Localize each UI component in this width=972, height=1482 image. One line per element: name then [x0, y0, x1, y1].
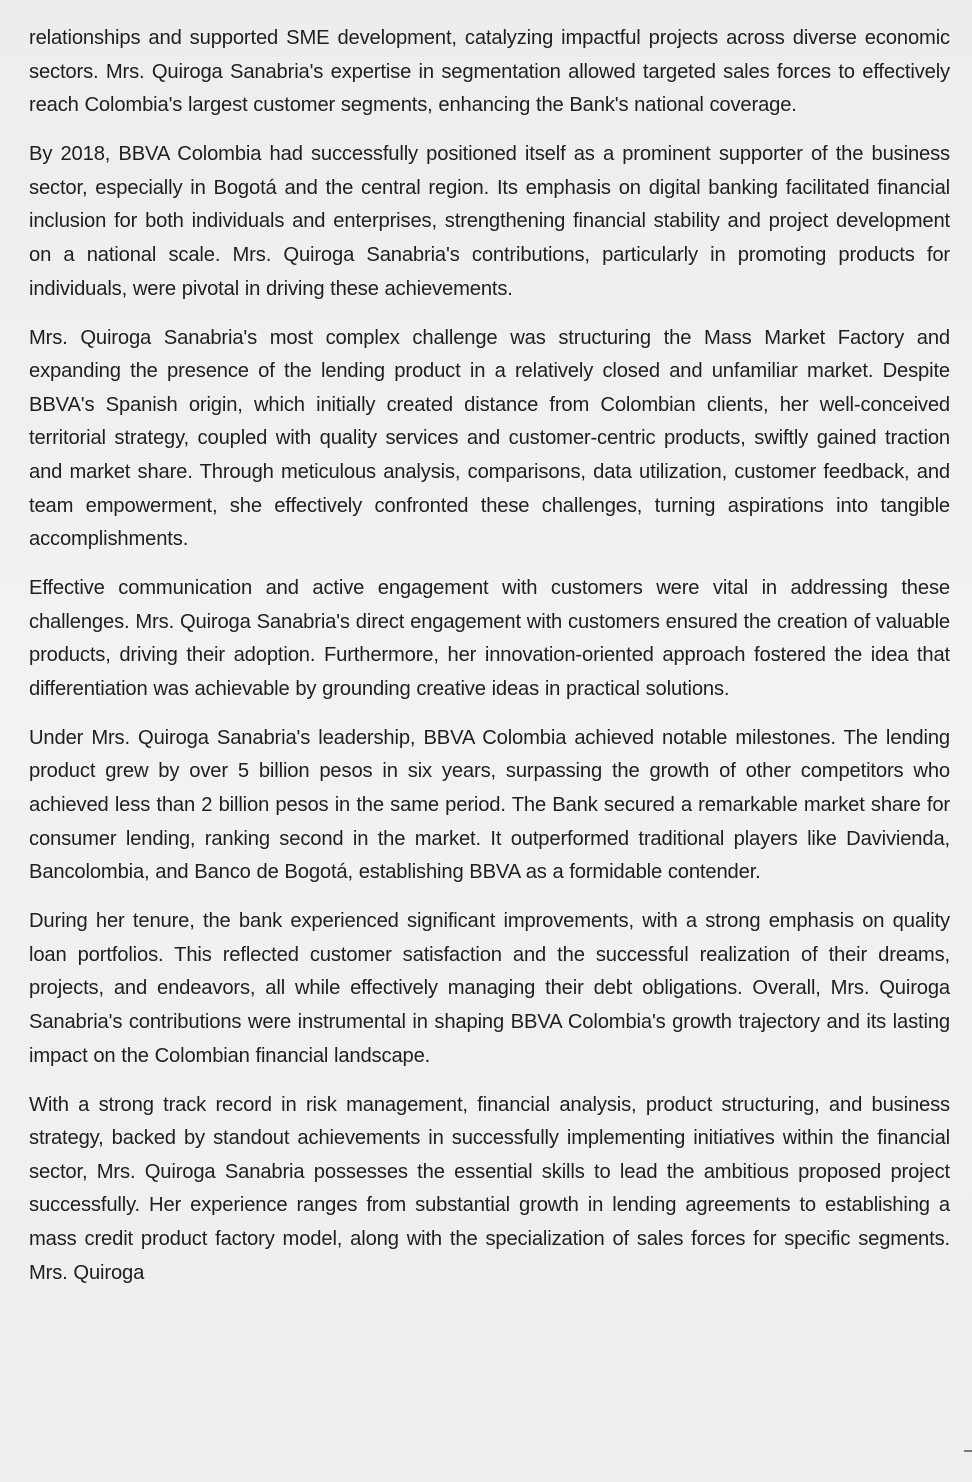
- document-page: [29, 22, 950, 1290]
- paragraph-1: relationships and supported SME development, catalyzing impactful projects across diverse economic sectors. Mrs. Quiroga Sanabria's expertise in segmentation allowed targeted sales forces to effectively reach Colombia's largest customer segments, enhancing the Bank's national coverage.: [29, 27, 950, 117]
- paragraph-2: By 2018, BBVA Colombia had successfully positioned itself as a prominent supporter of the business sector, especially in Bogotá and the central region. Its emphasis on digital banking facilitated financial inclusion for both individuals and enterprises, strengthening financial stability and project development on a national scale. Mrs. Quiroga Sanabria's contributions, particularly in promoting products for individuals, were pivotal in driving these achievements.: [29, 143, 950, 300]
- paragraph-7: With a strong track record in risk management, financial analysis, product structuring, and business strategy, backed by standout achievements in successfully implementing initiatives within the financial sector, Mrs. Quiroga Sanabria possesses the essential skills to lead the ambitious proposed project successfully. Her experience ranges from substantial growth in lending agreements to establishing a mass credit product factory model, along with the specialization of sales forces for specific segments. Mrs. Quiroga: [29, 1093, 950, 1284]
- paragraph-3: Mrs. Quiroga Sanabria's most complex challenge was structuring the Mass Market Factory and expanding the presence of the lending product in a relatively closed and unfamiliar market. Despite BBVA's Spanish origin, which initially created distance from Colombian clients, her well-conceived territorial strategy, coupled with quality services and customer-centric products, swiftly gained traction and market share. Through meticulous analysis, comparisons, data utilization, customer feedback, and team empowerment, she effectively confronted these challenges, turning aspirations into tangible accomplishments.: [29, 326, 950, 551]
- paragraph-5: Under Mrs. Quiroga Sanabria's leadership, BBVA Colombia achieved notable milestones. The lending product grew by over 5 billion pesos in six years, surpassing the growth of other competitors who achieved less than 2 billion pesos in the same period. The Bank secured a remarkable market share for consumer lending, ranking second in the market. It outperformed traditional players like Davivienda, Bancolombia, and Banco de Bogotá, establishing BBVA as a formidable contender.: [29, 726, 950, 884]
- paragraph-6: During her tenure, the bank experienced significant improvements, with a strong emphasis on quality loan portfolios. This reflected customer satisfaction and the successful realization of their dreams, projects, and endeavors, all while effectively managing their debt obligations. Overall, Mrs. Quiroga Sanabria's contributions were instrumental in shaping BBVA Colombia's growth trajectory and its lasting impact on the Colombian financial landscape.: [29, 910, 950, 1067]
- paragraph-4: Effective communication and active engagement with customers were vital in addressing these challenges. Mrs. Quiroga Sanabria's direct engagement with customers ensured the creation of valuable products, driving their adoption. Furthermore, her innovation-oriented approach fostered the idea that differentiation was achievable by grounding creative ideas in practical solutions.: [29, 577, 950, 700]
- page-edge-mark: [964, 1450, 972, 1452]
